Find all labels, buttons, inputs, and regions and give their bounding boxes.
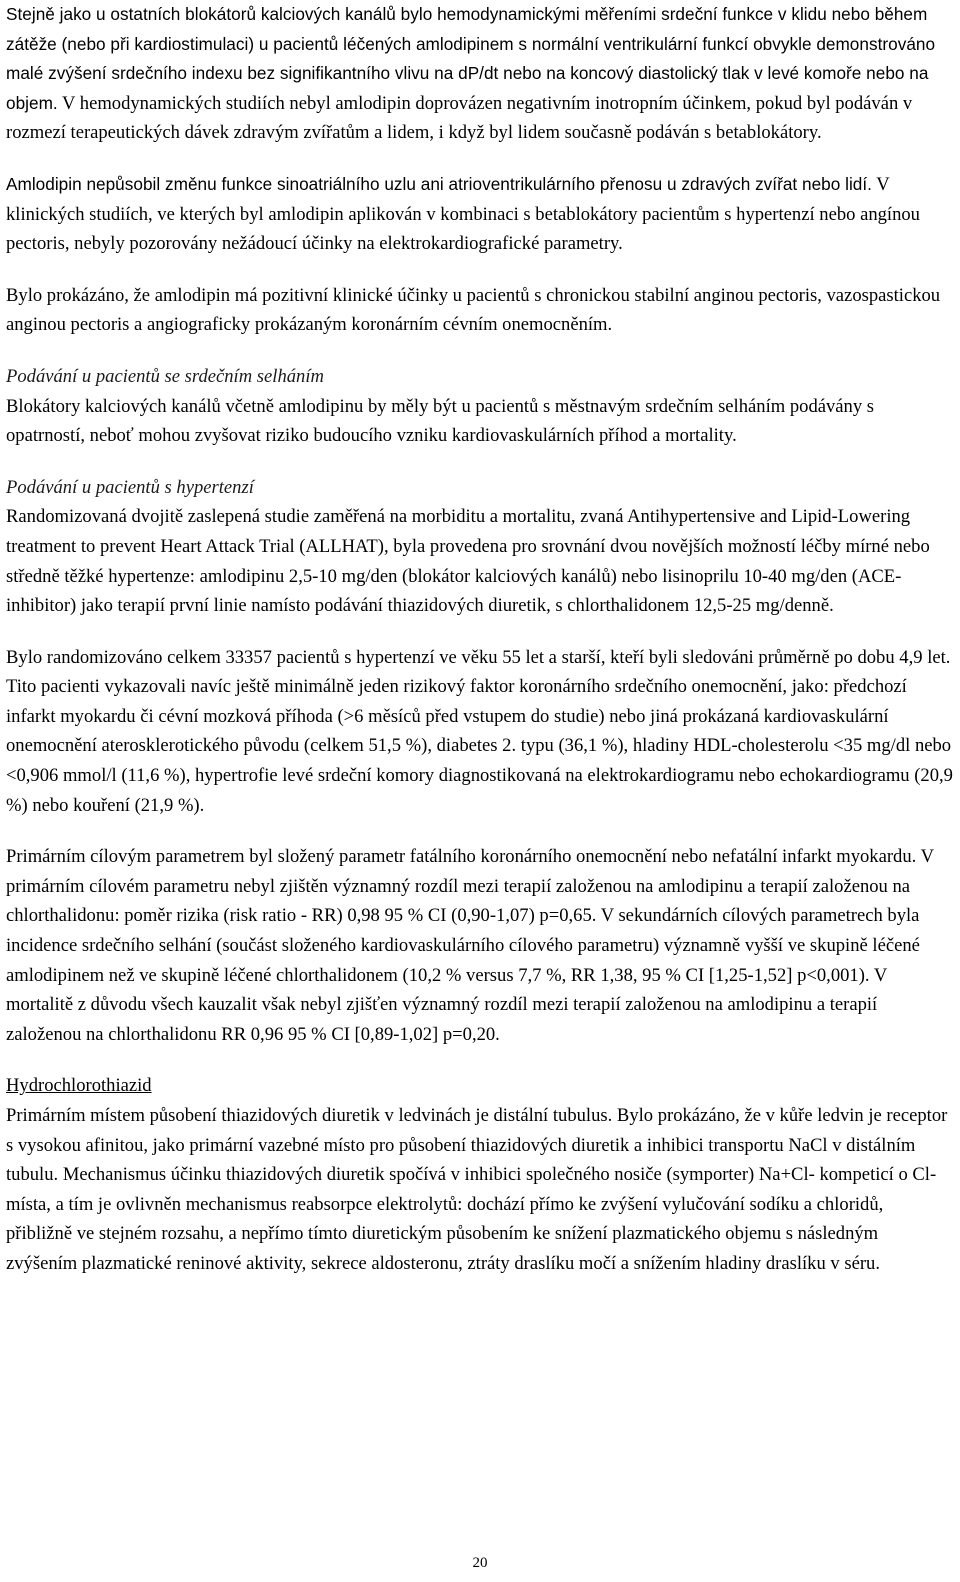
paragraph-thiazide-mechanism: Primárním místem působení thiazidových diuretik v ledvinách je distální tubulus. Bylo prokázáno, že v kůře ledvin je receptor s vysokou afinitou, jako primární vazebné místo pro působení thiazidových diuretik a inhibici transportu NaCl v distálním tubulu. Mechanismus účinku thiazidových diuretik spočívá v inhibici společného nosiče (symporter) Na+Cl- kompeticí o Cl- místa, a tím je ovlivněn mechanismus reabsorpce elektrolytů: dochází přímo ke zvýšení vylučování sodíku a chloridů, přibližně ve stejném rozsahu, a nepřímo tímto diuretickým působením ke snížení plazmatického objemu s následným zvýšením plazmatické reninové aktivity, sekrece aldosteronu, ztráty draslíku močí a snížením hladiny draslíku v séru. [6, 1105, 948, 1274]
document-page [6, 0, 954, 1279]
paragraph-randomization: Bylo randomizováno celkem 33357 pacientů s hypertenzí ve věku 55 let a starší, kteří byli sledováni průměrně po dobu 4,9 let. Tito pacienti vykazovali navíc ještě minimálně jeden rizikový faktor koronárního srdečního onemocnění, jako: předchozí infarkt myokardu či cévní mozková příhoda (>6 měsíců před vstupem do studie) nebo jiná prokázaná kardiovaskulární onemocnění aterosklerotického původu (celkem 51,5 %), diabetes 2. typu (36,1 %), hladiny HDL-cholesterolu <35 mg/dl nebo <0,906 mmol/l (11,6 %), hypertrofie levé srdeční komory diagnostikovaná na elektrokardiogramu nebo echokardiogramu (20,9 %) nebo kouření (21,9 %). [6, 646, 953, 816]
paragraph-hemodynamics [6, 0, 954, 148]
paragraph-text-serif: V klinických studiích, ve kterých byl amlodipin aplikován v kombinaci s betablokátory pacientům s hypertenzí nebo angínou pectoris, nebyly pozorovány nežádoucí účinky na elektrokardiografické parametry. [6, 173, 920, 255]
heading-hydrochlorothiazide: Hydrochlorothiazid [6, 1075, 152, 1097]
heading-hypertension: Podávání u pacientů s hypertenzí [6, 476, 254, 498]
heading-heart-failure: Podávání u pacientů se srdečním selháním [6, 365, 324, 387]
paragraph-text-sans: Amlodipin nepůsobil změnu funkce sinoatriálního uzlu ani atrioventrikulárního přenosu u zdravých zvířat nebo lidí. [6, 173, 872, 194]
paragraph-angina: Bylo prokázáno, že amlodipin má pozitivní klinické účinky u pacientů s chronickou stabilní anginou pectoris, vazospastickou anginou pectoris a angiograficky prokázaným koronárním cévním onemocněním. [6, 284, 941, 336]
paragraph-primary-endpoint: Primárním cílovým parametrem byl složený parametr fatálního koronárního onemocnění nebo nefatální infarkt myokardu. V primárním cílovém parametru nebyl zjištěn významný rozdíl mezi terapií založenou na amlodipinu a terapií založenou na chlorthalidonu: poměr rizika (risk ratio - RR) 0,98 95 % CI (0,90-1,07) p=0,65. V sekundárních cílových parametrech byla incidence srdečního selhání (součást složeného kardiovaskulárního cílového parametru) významně vyšší ve skupině léčené amlodipinem než ve skupině léčené chlorthalidonem (10,2 % versus 7,7 %, RR 1,38, 95 % CI [1,25-1,52] p<0,001). V mortalitě z důvodu všech kauzalit však nebyl zjišťen významný rozdíl mezi terapií založenou na amlodipinu a terapií založenou na chlorthalidonu RR 0,96 95 % CI [0,89-1,02] p=0,20. [6, 846, 934, 1045]
paragraph-text-sans: Stejně jako u ostatních blokátorů kalciových kanálů bylo hemodynamickými měřeními srdeční funkce v klidu nebo během zátěže (nebo při kardiostimulaci) u pacientů léčených amlodipinem s normální ventrikulární funkcí obvykle demonstrováno malé zvýšení srdečního indexu bez signifikantního vlivu na dP/dt nebo na koncový diastolický tlak v levé komoře nebo na objem. [6, 4, 936, 113]
page-number: 20 [472, 1555, 488, 1571]
paragraph-text-serif: V hemodynamických studiích nebyl amlodipin doprovázen negativním inotropním účinkem, pokud byl podáván v rozmezí terapeutických dávek zdravým zvířatům a lidem, i když byl lidem současně podáván s betablokátory. [6, 92, 913, 144]
paragraph-sinoatrial [6, 170, 954, 259]
paragraph-heart-failure: Blokátory kalciových kanálů včetně amlodipinu by měly být u pacientů s městnavým srdečním selháním podávány s opatrností, neboť mohou zvyšovat riziko budoucího vzniku kardiovaskulárních příhod a mortality. [6, 395, 875, 447]
paragraph-allhat: Randomizovaná dvojitě zaslepená studie zaměřená na morbiditu a mortalitu, zvaná Antihypertensive and Lipid-Lowering treatment to prevent Heart Attack Trial (ALLHAT), byla provedena pro srovnání dvou novějších možností léčby mírné nebo středně těžké hypertenze: amlodipinu 2,5-10 mg/den (blokátor kalciových kanálů) nebo lisinoprilu 10-40 mg/den (ACE-inhibitor) jako terapií první linie namísto podávání thiazidových diuretik, s chlorthalidonem 12,5-25 mg/denně. [6, 506, 930, 617]
